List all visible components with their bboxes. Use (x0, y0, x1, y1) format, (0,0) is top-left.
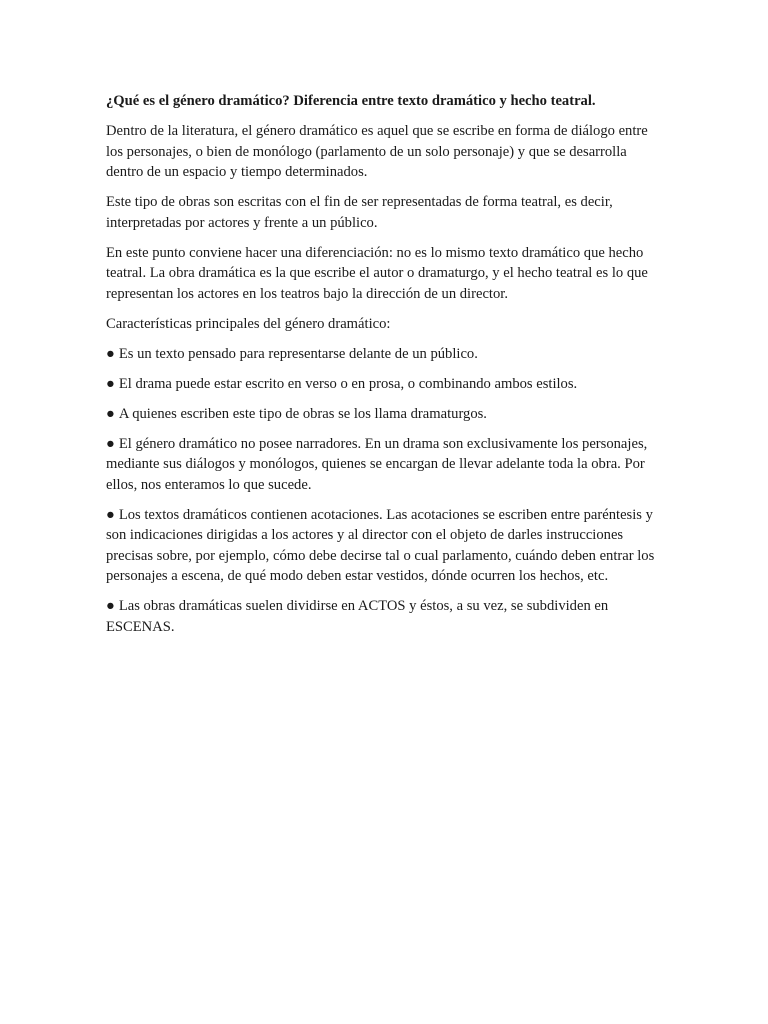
list-item (106, 404, 666, 425)
list-item-text: A quienes escriben este tipo de obras se los llama dramaturgos. (118, 405, 487, 422)
bullet-icon: ● (106, 405, 115, 422)
document-page (106, 91, 666, 647)
paragraph-purpose: Este tipo de obras son escritas con el fin de ser representadas de forma teatral, es decir, interpretadas por actores y frente a un público. (106, 194, 613, 231)
list-item (106, 596, 666, 637)
list-item (106, 505, 666, 587)
bullet-icon: ● (106, 345, 115, 362)
paragraph-difference: En este punto conviene hacer una diferenciación: no es lo mismo texto dramático que hecho teatral. La obra dramática es la que escribe el autor o dramaturgo, y el hecho teatral es lo que representan los actores en los teatros bajo la dirección de un director. (106, 244, 648, 302)
bullet-icon: ● (106, 435, 115, 452)
document-title: ¿Qué es el género dramático? Diferencia entre texto dramático y hecho teatral. (106, 93, 596, 109)
list-item-text: Los textos dramáticos contienen acotaciones. Las acotaciones se escriben entre paréntesis y son indicaciones dirigidas a los actores y al director con el objeto de darles instrucciones precisas sobre, por ejemplo, cómo debe decirse tal o cual parlamento, cuándo deben entrar los personajes a escena, de qué modo deben estar vestidos, dónde ocurren los hechos, etc. (106, 506, 655, 584)
list-item (106, 344, 666, 365)
bullet-icon: ● (106, 506, 115, 523)
bullet-icon: ● (106, 375, 115, 392)
list-item (106, 434, 666, 496)
list-item-text: Es un texto pensado para representarse delante de un público. (118, 345, 478, 362)
list-item (106, 374, 666, 395)
list-item-text: El drama puede estar escrito en verso o en prosa, o combinando ambos estilos. (118, 375, 578, 392)
list-item-text: Las obras dramáticas suelen dividirse en ACTOS y éstos, a su vez, se subdividen en ESCENAS. (106, 598, 609, 635)
paragraph-characteristics-heading: Características principales del género dramático: (106, 315, 391, 332)
bullet-icon: ● (106, 598, 115, 614)
list-item-text: El género dramático no posee narradores. En un drama son exclusivamente los personajes, mediante sus diálogos y monólogos, quienes se encargan de llevar adelante toda la obra. Por ellos, nos enteramos lo que sucede. (106, 435, 648, 493)
paragraph-definition: Dentro de la literatura, el género dramático es aquel que se escribe en forma de diálogo entre los personajes, o bien de monólogo (parlamento de un solo personaje) y que se desarrolla dentro de un espacio y tiempo determinados. (106, 123, 648, 180)
